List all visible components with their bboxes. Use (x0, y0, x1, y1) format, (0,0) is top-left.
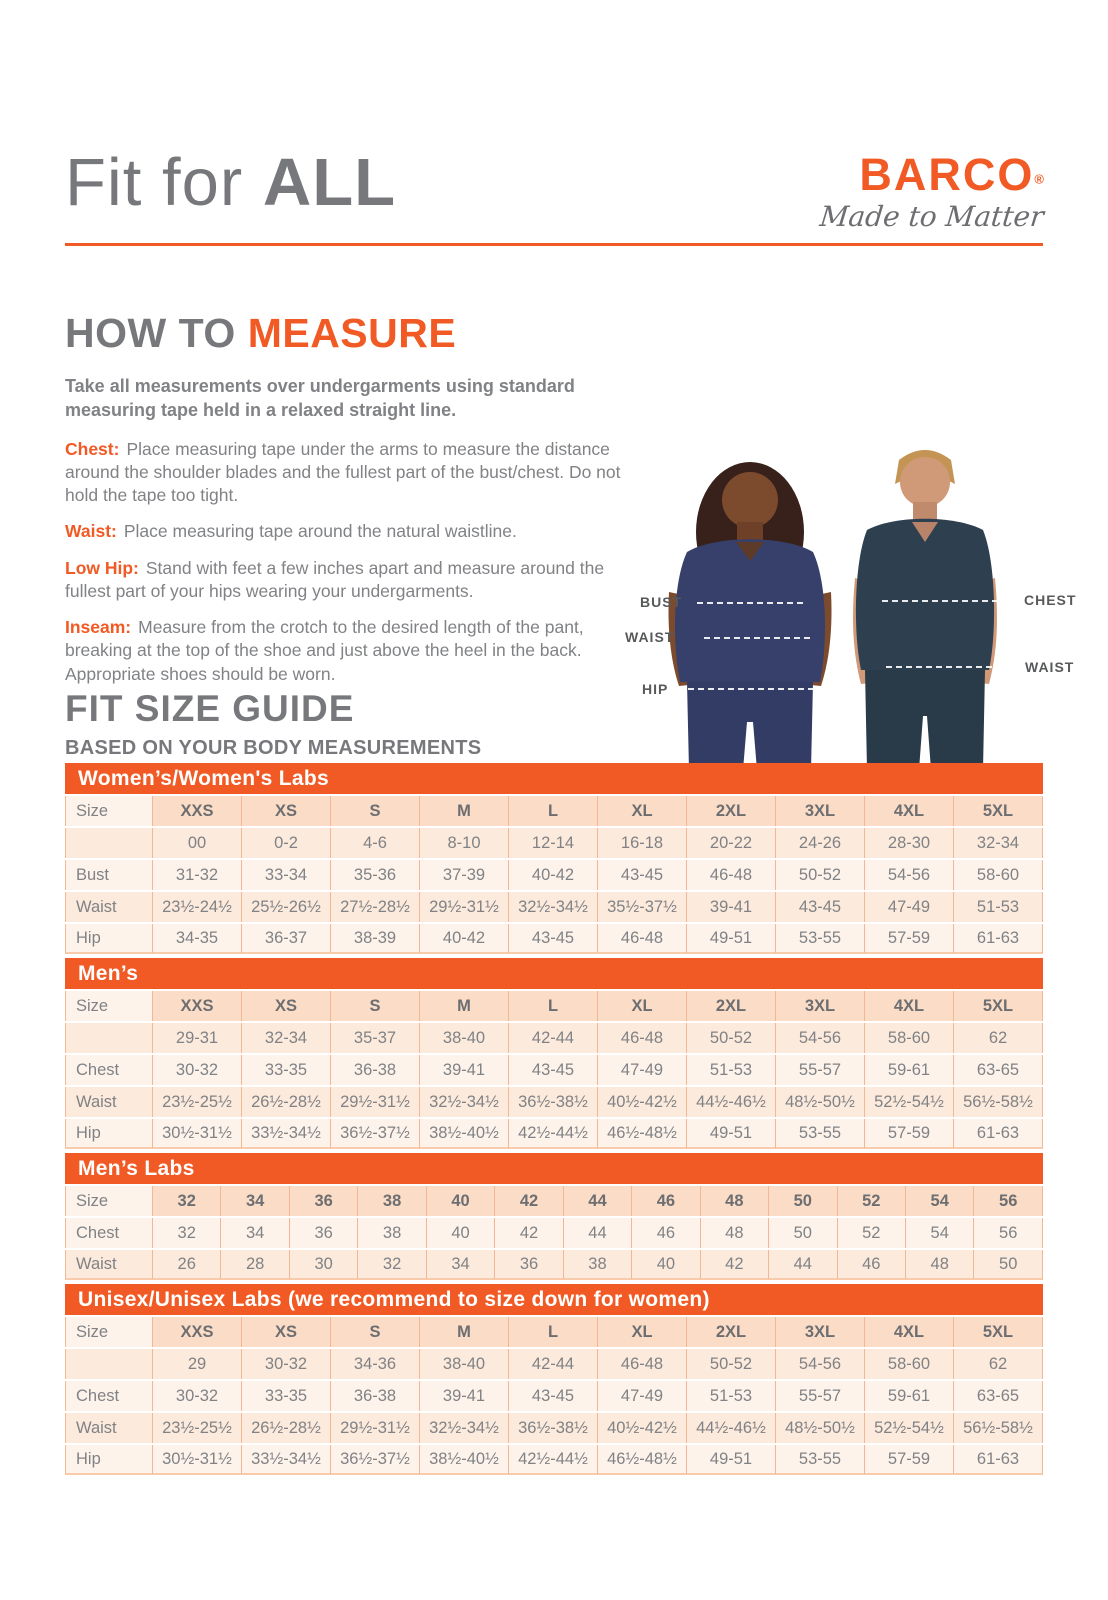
size-value-cell: 42-44 (509, 1023, 598, 1053)
size-header-cell: 42 (495, 1186, 563, 1216)
size-value-cell: 36 (495, 1250, 563, 1280)
measure-text: Place measuring tape under the arms to measure the distance around the shoulder blades and the fullest part of the bust/chest. Do not hold the tape too tight. (65, 438, 621, 506)
size-value-cell: 36½-38½ (509, 1413, 598, 1443)
size-header-cell: L (509, 1317, 598, 1347)
row-label (65, 1349, 153, 1379)
size-value-cell: 61-63 (954, 1445, 1043, 1475)
size-value-cell: 16-18 (598, 828, 687, 858)
size-value-cell: 49-51 (687, 1445, 776, 1475)
size-value-cell: 32-34 (954, 828, 1043, 858)
size-value-cell: 34 (221, 1218, 289, 1248)
table-title: Women’s/Women's Labs (65, 763, 1043, 794)
size-table (65, 1153, 1043, 1282)
hip-label: HIP (642, 681, 669, 697)
size-value-cell: 58-60 (865, 1349, 954, 1379)
size-value-cell: 50-52 (687, 1023, 776, 1053)
waist-right-label: WAIST (1025, 659, 1075, 675)
row-label: Size (65, 1317, 153, 1347)
size-value-cell: 59-61 (865, 1381, 954, 1411)
size-value-cell: 30-32 (153, 1381, 242, 1411)
size-value-cell: 50 (769, 1218, 837, 1248)
size-value-cell: 29½-31½ (331, 1413, 420, 1443)
size-value-cell: 33-34 (242, 860, 331, 890)
size-value-cell: 43-45 (598, 860, 687, 890)
size-value-cell: 55-57 (776, 1381, 865, 1411)
size-value-cell: 52½-54½ (865, 1413, 954, 1443)
heading-gray-part: HOW TO (65, 310, 248, 356)
row-label: Waist (65, 892, 153, 922)
size-value-cell: 33-35 (242, 1055, 331, 1085)
size-value-cell: 48 (701, 1218, 769, 1248)
fit-size-guide-subheading: BASED ON YOUR BODY MEASUREMENTS (65, 737, 482, 759)
size-value-cell: 43-45 (509, 924, 598, 954)
size-value-cell: 50 (974, 1250, 1043, 1280)
measure-lead: Inseam: (65, 617, 132, 638)
size-value-cell: 38-40 (420, 1349, 509, 1379)
size-value-cell: 34-36 (331, 1349, 420, 1379)
size-header-cell: 50 (769, 1186, 837, 1216)
measure-text: Stand with feet a few inches apart and measure around the fullest part of your hips wearing your undergarments. (65, 557, 605, 601)
size-value-cell: 51-53 (687, 1055, 776, 1085)
row-label: Hip (65, 1445, 153, 1475)
how-to-measure-heading (65, 310, 623, 357)
size-value-cell: 62 (954, 1023, 1043, 1053)
size-value-cell: 56½-58½ (954, 1087, 1043, 1117)
size-value-cell: 36½-37½ (331, 1445, 420, 1475)
size-value-cell: 35½-37½ (598, 892, 687, 922)
size-header-cell: 3XL (776, 991, 865, 1021)
size-value-cell: 32½-34½ (420, 1413, 509, 1443)
measure-item-waist (65, 520, 623, 543)
size-value-cell: 30-32 (242, 1349, 331, 1379)
header-divider (65, 243, 1043, 246)
size-value-cell: 59-61 (865, 1055, 954, 1085)
size-header-cell: 46 (632, 1186, 700, 1216)
table-title: Men’s (65, 958, 1043, 989)
size-header-cell: 54 (906, 1186, 974, 1216)
size-value-cell: 57-59 (865, 924, 954, 954)
size-value-cell: 8-10 (420, 828, 509, 858)
size-value-cell: 36 (290, 1218, 358, 1248)
size-value-cell: 62 (954, 1349, 1043, 1379)
size-value-cell: 46-48 (598, 924, 687, 954)
how-to-measure-section (65, 310, 623, 699)
size-value-cell: 38 (564, 1250, 632, 1280)
size-header-cell: XXS (153, 796, 242, 826)
size-value-cell: 58-60 (865, 1023, 954, 1053)
brand-tagline: Made to Matter (818, 200, 1046, 233)
size-value-cell: 38-39 (331, 924, 420, 954)
size-value-cell: 34-35 (153, 924, 242, 954)
size-value-cell: 50-52 (776, 860, 865, 890)
size-value-cell: 29 (153, 1349, 242, 1379)
bust-label: BUST (640, 594, 683, 610)
size-value-cell: 53-55 (776, 924, 865, 954)
barco-logo (818, 149, 1046, 233)
size-value-cell: 47-49 (598, 1381, 687, 1411)
size-header-cell: XL (598, 991, 687, 1021)
size-value-cell: 28 (221, 1250, 289, 1280)
size-value-cell: 51-53 (687, 1381, 776, 1411)
row-label: Bust (65, 860, 153, 890)
size-value-cell: 52 (838, 1218, 906, 1248)
size-value-cell: 38½-40½ (420, 1119, 509, 1149)
size-value-cell: 36-38 (331, 1055, 420, 1085)
fit-size-guide-section (65, 688, 481, 760)
size-value-cell: 39-41 (420, 1055, 509, 1085)
size-value-cell: 46½-48½ (598, 1445, 687, 1475)
size-value-cell: 54 (906, 1218, 974, 1248)
page-title-light: Fit for (65, 145, 263, 220)
size-table (65, 1284, 1043, 1477)
size-header-cell: S (331, 991, 420, 1021)
size-value-cell: 57-59 (865, 1445, 954, 1475)
size-value-cell: 30-32 (153, 1055, 242, 1085)
size-value-cell: 00 (153, 828, 242, 858)
size-tables (65, 763, 1043, 1479)
row-label: Waist (65, 1250, 153, 1280)
measure-item-low-hip (65, 557, 623, 604)
fit-size-guide-heading: FIT SIZE GUIDE (65, 688, 355, 729)
size-value-cell: 49-51 (687, 1119, 776, 1149)
size-header-cell: 5XL (954, 796, 1043, 826)
size-header-cell: L (509, 991, 598, 1021)
size-value-cell: 39-41 (420, 1381, 509, 1411)
measure-lead: Waist: (65, 521, 117, 542)
size-value-cell: 47-49 (865, 892, 954, 922)
size-value-cell: 25½-26½ (242, 892, 331, 922)
size-value-cell: 38 (358, 1218, 426, 1248)
heading-orange-part: MEASURE (247, 310, 457, 356)
size-value-cell: 54-56 (865, 860, 954, 890)
size-value-cell: 32½-34½ (420, 1087, 509, 1117)
size-value-cell: 32-34 (242, 1023, 331, 1053)
size-header-cell: M (420, 796, 509, 826)
measure-lead: Low Hip: (65, 557, 139, 578)
size-header-cell: L (509, 796, 598, 826)
size-value-cell: 42 (495, 1218, 563, 1248)
size-value-cell: 29-31 (153, 1023, 242, 1053)
size-value-cell: 23½-25½ (153, 1413, 242, 1443)
size-value-cell: 44 (769, 1250, 837, 1280)
size-table (65, 763, 1043, 956)
chest-label: CHEST (1024, 592, 1077, 608)
size-value-cell: 63-65 (954, 1055, 1043, 1085)
size-value-cell: 30½-31½ (153, 1445, 242, 1475)
size-value-cell: 57-59 (865, 1119, 954, 1149)
size-header-cell: M (420, 991, 509, 1021)
size-value-cell: 37-39 (420, 860, 509, 890)
size-value-cell: 32½-34½ (509, 892, 598, 922)
size-value-cell: 53-55 (776, 1119, 865, 1149)
size-value-cell: 38½-40½ (420, 1445, 509, 1475)
size-value-cell: 63-65 (954, 1381, 1043, 1411)
size-header-cell: XXS (153, 991, 242, 1021)
row-label (65, 828, 153, 858)
size-value-cell: 40 (632, 1250, 700, 1280)
size-value-cell: 51-53 (954, 892, 1043, 922)
size-value-cell: 61-63 (954, 1119, 1043, 1149)
size-value-cell: 40 (427, 1218, 495, 1248)
size-header-cell: 40 (427, 1186, 495, 1216)
size-value-cell: 42½-44½ (509, 1445, 598, 1475)
size-header-cell: XL (598, 1317, 687, 1347)
size-value-cell: 46 (838, 1250, 906, 1280)
size-header-cell: 5XL (954, 1317, 1043, 1347)
size-value-cell: 53-55 (776, 1445, 865, 1475)
size-value-cell: 42 (701, 1250, 769, 1280)
size-value-cell: 42½-44½ (509, 1119, 598, 1149)
size-value-cell: 43-45 (509, 1381, 598, 1411)
size-value-cell: 55-57 (776, 1055, 865, 1085)
row-label: Hip (65, 1119, 153, 1149)
row-label: Waist (65, 1087, 153, 1117)
size-value-cell: 20-22 (687, 828, 776, 858)
size-value-cell: 48½-50½ (776, 1087, 865, 1117)
size-value-cell: 48½-50½ (776, 1413, 865, 1443)
waist-left-label: WAIST (625, 629, 675, 645)
size-value-cell: 36-38 (331, 1381, 420, 1411)
size-value-cell: 46-48 (598, 1349, 687, 1379)
size-value-cell: 30 (290, 1250, 358, 1280)
size-header-cell: 2XL (687, 796, 776, 826)
size-header-cell: 4XL (865, 991, 954, 1021)
size-value-cell: 23½-24½ (153, 892, 242, 922)
size-value-cell: 35-36 (331, 860, 420, 890)
size-header-cell: 36 (290, 1186, 358, 1216)
size-header-cell: M (420, 1317, 509, 1347)
size-value-cell: 44 (564, 1218, 632, 1248)
page-title (65, 146, 396, 220)
size-value-cell: 46 (632, 1218, 700, 1248)
size-header-cell: S (331, 796, 420, 826)
size-header-cell: 4XL (865, 1317, 954, 1347)
row-label: Hip (65, 924, 153, 954)
size-header-cell: 2XL (687, 991, 776, 1021)
row-label: Size (65, 796, 153, 826)
row-label: Chest (65, 1055, 153, 1085)
size-header-cell: S (331, 1317, 420, 1347)
size-value-cell: 36½-37½ (331, 1119, 420, 1149)
size-header-cell: 5XL (954, 991, 1043, 1021)
size-value-cell: 43-45 (509, 1055, 598, 1085)
size-value-cell: 48 (906, 1250, 974, 1280)
row-label (65, 1023, 153, 1053)
size-value-cell: 33½-34½ (242, 1119, 331, 1149)
size-value-cell: 33½-34½ (242, 1445, 331, 1475)
size-value-cell: 56½-58½ (954, 1413, 1043, 1443)
size-header-cell: XXS (153, 1317, 242, 1347)
size-value-cell: 40-42 (509, 860, 598, 890)
size-value-cell: 40½-42½ (598, 1413, 687, 1443)
size-value-cell: 0-2 (242, 828, 331, 858)
row-label: Chest (65, 1218, 153, 1248)
size-value-cell: 46-48 (687, 860, 776, 890)
size-header-cell: 4XL (865, 796, 954, 826)
size-value-cell: 29½-31½ (331, 1087, 420, 1117)
size-value-cell: 38-40 (420, 1023, 509, 1053)
size-value-cell: 35-37 (331, 1023, 420, 1053)
size-table (65, 958, 1043, 1151)
size-value-cell: 23½-25½ (153, 1087, 242, 1117)
size-header-cell: 34 (221, 1186, 289, 1216)
size-value-cell: 56 (974, 1218, 1043, 1248)
measure-text: Place measuring tape around the natural waistline. (123, 521, 517, 542)
size-value-cell: 47-49 (598, 1055, 687, 1085)
size-value-cell: 26½-28½ (242, 1087, 331, 1117)
size-value-cell: 46½-48½ (598, 1119, 687, 1149)
size-value-cell: 31-32 (153, 860, 242, 890)
size-value-cell: 49-51 (687, 924, 776, 954)
brand-name: BARCO (859, 149, 1035, 200)
size-header-cell: 52 (838, 1186, 906, 1216)
measure-item-inseam (65, 616, 623, 686)
table-title: Unisex/Unisex Labs (we recommend to size down for women) (65, 1284, 1043, 1315)
table-title: Men’s Labs (65, 1153, 1043, 1184)
registered-mark-icon: ® (1034, 171, 1044, 187)
size-header-cell: 38 (358, 1186, 426, 1216)
size-header-cell: XS (242, 1317, 331, 1347)
size-value-cell: 32 (153, 1218, 221, 1248)
size-value-cell: 32 (358, 1250, 426, 1280)
size-value-cell: 40-42 (420, 924, 509, 954)
measure-intro: Take all measurements over undergarments using standard measuring tape held in a relaxed straight line. (65, 376, 575, 421)
page-title-bold: ALL (262, 145, 397, 220)
size-value-cell: 26½-28½ (242, 1413, 331, 1443)
size-value-cell: 46-48 (598, 1023, 687, 1053)
size-header-cell: 48 (701, 1186, 769, 1216)
row-label: Size (65, 991, 153, 1021)
size-header-cell: XS (242, 796, 331, 826)
size-value-cell: 42-44 (509, 1349, 598, 1379)
size-header-cell: 2XL (687, 1317, 776, 1347)
size-value-cell: 36½-38½ (509, 1087, 598, 1117)
size-value-cell: 58-60 (954, 860, 1043, 890)
size-header-cell: 44 (564, 1186, 632, 1216)
size-value-cell: 44½-46½ (687, 1087, 776, 1117)
size-value-cell: 28-30 (865, 828, 954, 858)
size-value-cell: 50-52 (687, 1349, 776, 1379)
size-header-cell: XL (598, 796, 687, 826)
size-header-cell: 3XL (776, 1317, 865, 1347)
measure-item-chest (65, 438, 623, 508)
size-value-cell: 43-45 (776, 892, 865, 922)
size-value-cell: 27½-28½ (331, 892, 420, 922)
size-header-cell: 56 (974, 1186, 1043, 1216)
size-value-cell: 54-56 (776, 1349, 865, 1379)
size-value-cell: 4-6 (331, 828, 420, 858)
row-label: Chest (65, 1381, 153, 1411)
size-value-cell: 29½-31½ (420, 892, 509, 922)
size-value-cell: 24-26 (776, 828, 865, 858)
size-value-cell: 34 (427, 1250, 495, 1280)
measure-text: Measure from the crotch to the desired length of the pant, breaking at the top of the shoe and just above the heel in the back. Appropriate shoes should be worn. (65, 617, 584, 684)
size-value-cell: 52½-54½ (865, 1087, 954, 1117)
size-value-cell: 12-14 (509, 828, 598, 858)
size-value-cell: 61-63 (954, 924, 1043, 954)
size-value-cell: 33-35 (242, 1381, 331, 1411)
size-value-cell: 36-37 (242, 924, 331, 954)
size-value-cell: 44½-46½ (687, 1413, 776, 1443)
size-value-cell: 54-56 (776, 1023, 865, 1053)
size-header-cell: XS (242, 991, 331, 1021)
row-label: Size (65, 1186, 153, 1216)
size-value-cell: 26 (153, 1250, 221, 1280)
row-label: Waist (65, 1413, 153, 1443)
size-header-cell: 3XL (776, 796, 865, 826)
measure-lead: Chest: (65, 438, 120, 459)
size-value-cell: 40½-42½ (598, 1087, 687, 1117)
size-value-cell: 30½-31½ (153, 1119, 242, 1149)
size-header-cell: 32 (153, 1186, 221, 1216)
size-value-cell: 39-41 (687, 892, 776, 922)
